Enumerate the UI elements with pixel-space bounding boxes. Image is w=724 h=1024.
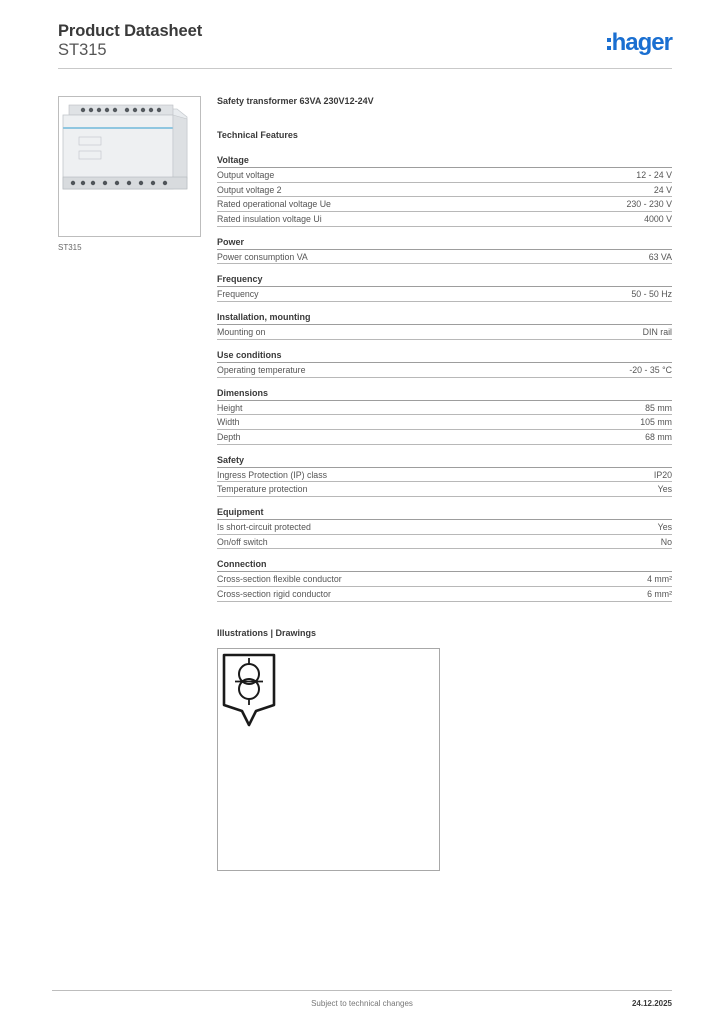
safety-transformer-symbol-icon [222,653,280,727]
spec-label: Rated operational voltage Ue [217,199,331,210]
spec-group-title: Safety [217,454,672,468]
spec-group-title: Dimensions [217,387,672,401]
spec-content [217,96,672,611]
features-heading: Technical Features [217,130,298,140]
spec-row [217,183,672,198]
spec-value: 68 mm [645,431,672,442]
spec-label: Width [217,417,240,428]
spec-group [217,558,672,601]
spec-row [217,401,672,416]
spec-value: 4000 V [644,214,672,225]
page-header [58,22,672,70]
spec-group [217,236,672,265]
logo-text: hager [611,29,672,56]
spec-row [217,468,672,483]
spec-row [217,415,672,430]
drawings-heading: Illustrations | Drawings [217,628,317,638]
spec-value: No [660,536,672,547]
spec-value: -20 - 35 °C [629,364,672,375]
spec-group [217,154,672,227]
spec-label: Output voltage [217,170,275,180]
spec-group [217,311,672,340]
spec-row [217,520,672,535]
product-image [58,96,201,237]
spec-row [217,250,672,265]
spec-value: 63 VA [648,251,672,262]
spec-value: 6 mm² [647,589,672,599]
header-divider [58,68,672,69]
spec-group-title: Frequency [217,273,672,287]
spec-group-title: Installation, mounting [217,311,672,325]
footer-divider [52,990,672,991]
spec-value: DIN rail [642,327,672,338]
spec-group [217,506,672,549]
spec-label: Operating temperature [217,364,306,375]
spec-group-title: Power [217,236,672,250]
spec-label: Is short-circuit protected [217,521,311,532]
spec-label: Depth [217,431,241,442]
page-title: Product Datasheet [58,22,203,40]
spec-group-title: Equipment [217,506,672,520]
spec-label: Output voltage 2 [217,184,282,195]
din-rail-transformer-icon [59,97,200,236]
spec-value: 24 V [653,184,672,195]
spec-value: 4 mm² [647,574,672,585]
spec-group [217,454,672,497]
brand-logo [607,29,672,57]
spec-value: IP20 [653,469,672,480]
spec-group-title: Use conditions [217,349,672,363]
spec-value: Yes [657,484,672,495]
spec-value: 230 - 230 V [626,199,672,210]
drawing-frame [217,648,440,871]
spec-row [217,587,672,602]
spec-row [217,535,672,550]
spec-row [217,287,672,302]
spec-group [217,387,672,445]
spec-label: Mounting on [217,327,266,338]
logo-dots-icon [607,35,611,51]
footer-date: 24.12.2025 [631,999,672,1008]
spec-label: Ingress Protection (IP) class [217,469,327,480]
spec-row [217,572,672,587]
spec-row [217,325,672,340]
spec-row [217,430,672,445]
spec-label: Frequency [217,289,259,300]
spec-group [217,273,672,302]
spec-row [217,212,672,227]
spec-label: Power consumption VA [217,251,308,262]
footer-note: Subject to technical changes [311,999,413,1008]
spec-row [217,197,672,212]
spec-row [217,168,672,183]
spec-label: On/off switch [217,536,268,547]
product-reference: ST315 [58,41,107,59]
spec-group-title: Voltage [217,154,672,168]
image-caption: ST315 [58,243,82,252]
product-name: Safety transformer 63VA 230V12-24V [217,96,374,106]
spec-row [217,363,672,378]
spec-row [217,482,672,497]
spec-group-title: Connection [217,558,672,572]
spec-value: Yes [657,521,672,532]
spec-groups [217,154,672,602]
spec-label: Height [217,402,243,413]
spec-label: Cross-section flexible conductor [217,574,342,585]
spec-label: Cross-section rigid conductor [217,589,331,599]
spec-value: 50 - 50 Hz [631,289,672,300]
spec-value: 105 mm [640,417,672,428]
spec-label: Temperature protection [217,484,308,495]
spec-group [217,349,672,378]
spec-value: 12 - 24 V [636,170,672,180]
spec-label: Rated insulation voltage Ui [217,214,322,225]
spec-value: 85 mm [645,402,672,413]
